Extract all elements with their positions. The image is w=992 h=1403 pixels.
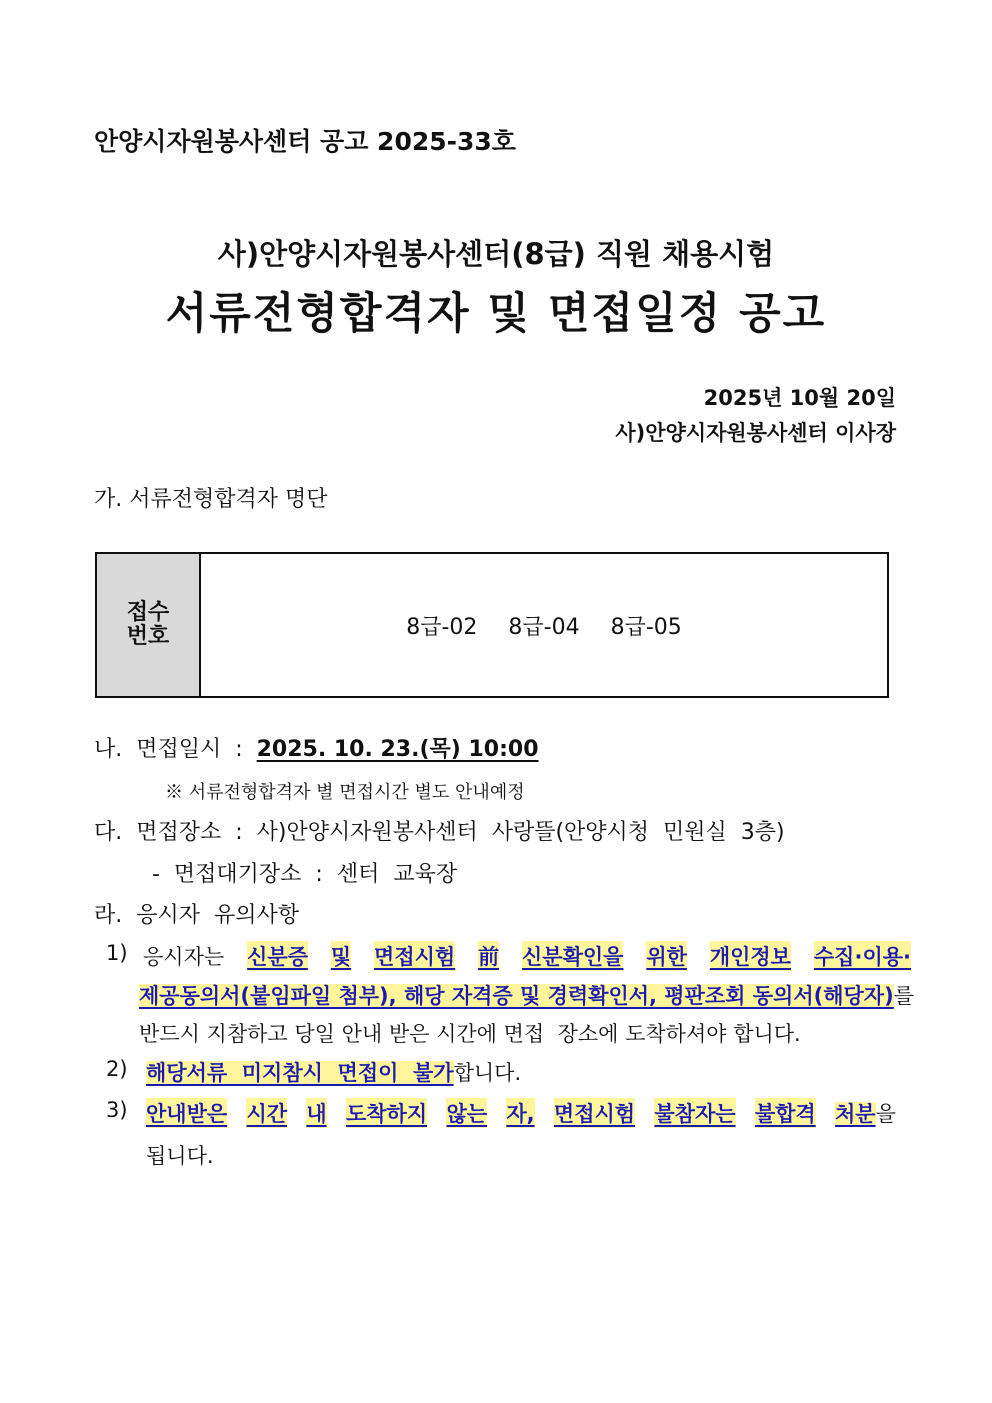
- applicant-number: 8급-05: [610, 614, 682, 640]
- item-1-highlight: 제공동의서(붙임파일 첨부), 해당 자격증 및 경력확인서, 평판조회 동의서(해당자): [139, 984, 894, 1008]
- item-3-word: 면접시험: [554, 1098, 635, 1128]
- section-b-label: 나. 면접일시 :: [94, 737, 257, 762]
- applicant-numbers-cell: [200, 553, 888, 697]
- item-3-word: 도착하지: [346, 1098, 427, 1128]
- item-3-word: 않는: [446, 1098, 487, 1128]
- section-b-interview-datetime: [94, 732, 539, 763]
- issue-date: 2025년 10월 20일: [703, 386, 896, 410]
- table-header-cell: [96, 553, 200, 697]
- item-1-word: 및: [331, 941, 351, 971]
- item-1-line-3: 반드시 지참하고 당일 안내 받은 시간에 면접 장소에 도착하셔야 합니다.: [139, 1022, 801, 1046]
- section-c-interview-location: 다. 면접장소 : 사)안양시자원봉사센터 사랑뜰(안양시청 민원실 3층): [94, 820, 785, 845]
- item-3-word: 안내받은: [146, 1098, 227, 1128]
- table-header-line1: 접수: [126, 600, 170, 625]
- item-1-line-1: [143, 941, 911, 971]
- interview-time-note: ※ 서류전형합격자 별 면접시간 별도 안내예정: [165, 782, 525, 803]
- item-3-word: 불참자는: [654, 1098, 735, 1128]
- interview-datetime: 2025. 10. 23.(목) 10:00: [256, 737, 539, 762]
- item-1-prefix: 응시자는: [143, 945, 225, 969]
- item-1-word: 위한: [646, 941, 687, 971]
- item-1-line-2: [139, 980, 914, 1010]
- item-2-suffix: 합니다.: [453, 1061, 522, 1085]
- section-d-heading: 라. 응시자 유의사항: [94, 903, 299, 928]
- item-3-number: 3): [106, 1098, 128, 1122]
- item-3-word: 내: [306, 1098, 326, 1128]
- item-3-line-2: 됩니다.: [146, 1144, 214, 1168]
- item-2-highlight: 해당서류 미지참시 면접이 불가: [146, 1061, 454, 1085]
- item-1-word: 수집·이용·: [814, 941, 911, 971]
- item-1-word: 신분확인을: [522, 941, 623, 971]
- item-3-suffix: 을: [875, 1102, 896, 1126]
- item-1-word: 신분증: [247, 941, 308, 971]
- item-2-number: 2): [106, 1057, 128, 1081]
- item-3-word: 불합격: [755, 1098, 816, 1128]
- item-3-word: 자,: [506, 1098, 534, 1128]
- item-1-number: 1): [106, 941, 128, 965]
- item-2-line: [146, 1057, 521, 1087]
- item-3-word: 시간: [246, 1098, 287, 1128]
- issuer: 사)안양시자원봉사센터 이사장: [615, 421, 896, 445]
- applicant-number: 8급-04: [508, 614, 580, 640]
- waiting-area: - 면접대기장소 : 센터 교육장: [152, 862, 458, 887]
- passed-applicants-table: [95, 552, 889, 698]
- item-1-word: 前: [478, 941, 499, 971]
- item-3-line-1: [146, 1098, 896, 1128]
- document-title: 서류전형합격자 및 면접일정 공고: [165, 289, 827, 339]
- section-a-heading: 가. 서류전형합격자 명단: [94, 487, 328, 512]
- table-header-line2: 번호: [126, 624, 170, 649]
- notice-number: 안양시자원봉사센터 공고 2025-33호: [94, 127, 516, 156]
- item-3-word: 처분: [835, 1102, 876, 1126]
- item-1-word: 개인정보: [710, 941, 791, 971]
- item-1-word: 면접시험: [374, 941, 455, 971]
- item-1-suffix: 를: [893, 984, 914, 1008]
- document-subtitle: 사)안양시자원봉사센터(8급) 직원 채용시험: [217, 237, 775, 271]
- applicant-number: 8급-02: [406, 614, 478, 640]
